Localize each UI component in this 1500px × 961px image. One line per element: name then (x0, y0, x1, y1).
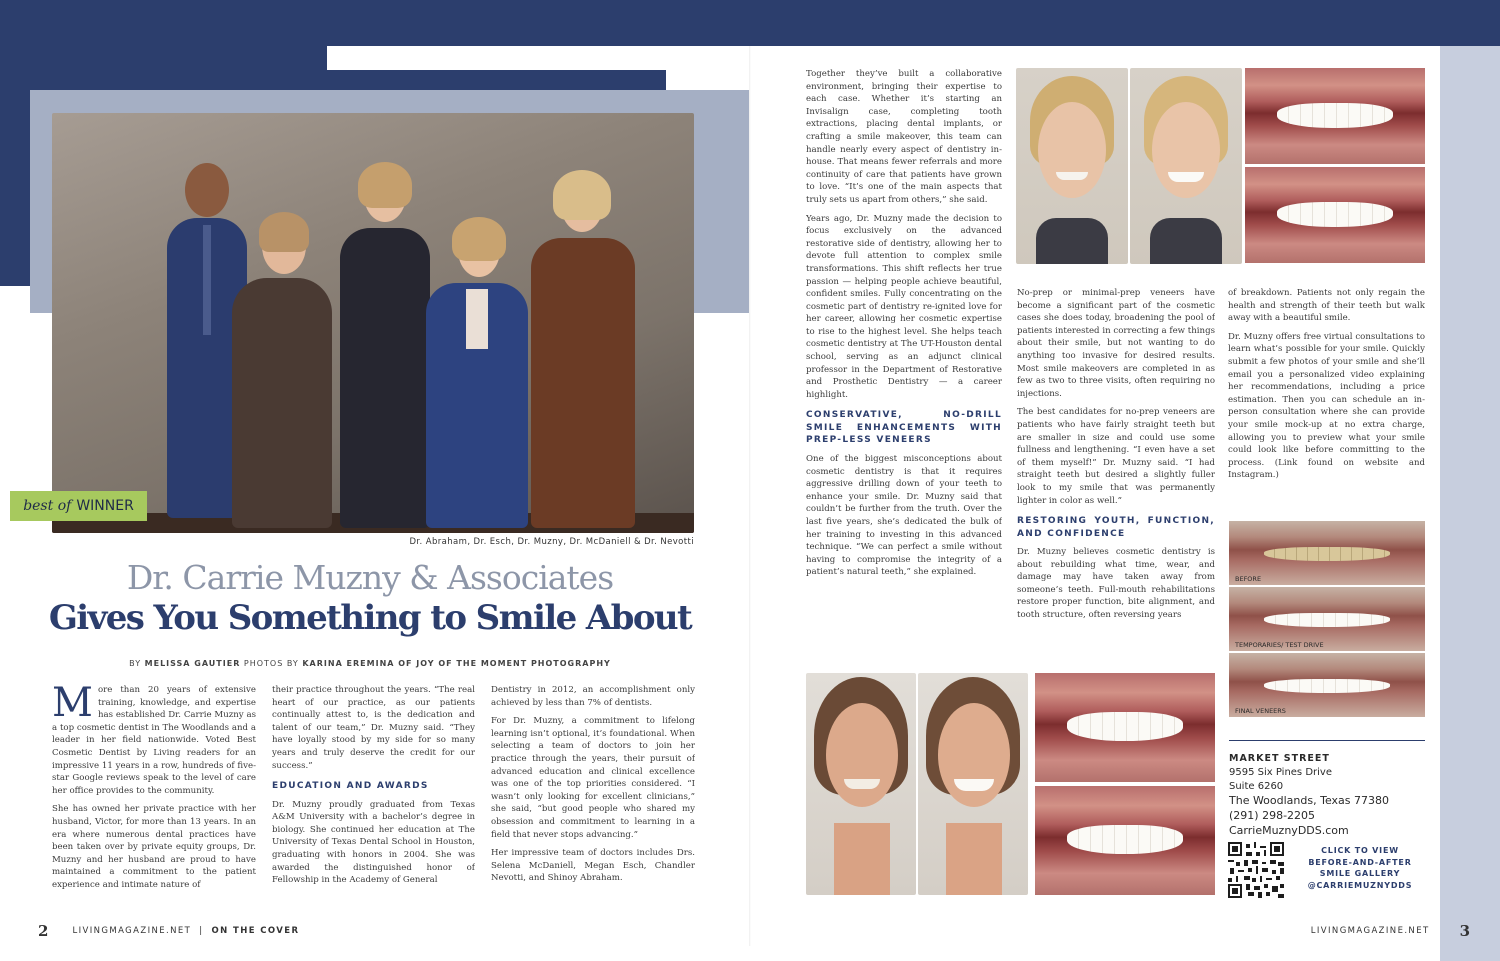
byline-photos-by: PHOTOS BY (243, 659, 299, 668)
right-column-3 (1228, 287, 1425, 512)
after-face-photo-2 (918, 673, 1028, 895)
right-edge-strip (1440, 46, 1500, 961)
after-smile-photo (1245, 167, 1425, 263)
label-temporaries: TEMPORARIES/ TEST DRIVE (1235, 641, 1324, 649)
qr-cta-line-3: SMILE GALLERY (1319, 869, 1401, 878)
qr-cta-line-1: CLICK TO VIEW (1321, 846, 1399, 855)
byline (40, 659, 700, 668)
final-veneers-photo (1229, 653, 1425, 717)
person-esch (227, 218, 337, 533)
contact-divider (1229, 740, 1425, 741)
person-nevotti (527, 178, 637, 533)
paragraph: For Dr. Muzny, a commitment to lifelong learning isn’t optional, it’s foundational. When selecting a team of doctors to join her practice through the years, their pursuit of advanced education and clinical excellence was one of the top priorities considered. “I wasn’t only looking for excellent clinicians,” she said, “but good people who shared my obsession and commitment to learning in a field that never stops advancing.” (491, 716, 695, 840)
paragraph: of breakdown. Patients not only regain the health and strength of their teeth but walk away with a beautiful smile. (1228, 288, 1425, 324)
intro-paragraph: More than 20 years of extensive training, knowledge, and expertise has established Dr. Carrie Muzny as a top cosmetic dentist in The Woodlands and a leader in her field nationwide. Voted Best Cosmetic Dentist by Living readers for an impressive 11 years in a row, hundreds of five-star Google reviews speak to the level of care her office provides to the community. (52, 684, 256, 796)
photo-caption: Dr. Abraham, Dr. Esch, Dr. Muzny, Dr. McDaniell & Dr. Nevotti (409, 537, 694, 547)
headline-line-1: Dr. Carrie Muzny & Associates (126, 558, 614, 597)
team-photo (52, 113, 694, 533)
footer-site-left: LIVINGMAGAZINE.NET (72, 926, 192, 936)
qr-cta-line-4: @CARRIEMUZNYDDS (1307, 880, 1413, 890)
contact-website[interactable]: CarrieMuznyDDS.com (1229, 824, 1349, 837)
footer-section: ON THE COVER (211, 926, 300, 936)
before-smile-photo (1245, 68, 1425, 164)
paragraph: Dentistry in 2012, an accomplishment only achieved by less than 7% of dentists. (491, 685, 695, 708)
qr-code[interactable] (1228, 842, 1284, 898)
right-column-2 (1017, 287, 1215, 665)
drop-cap: M (52, 684, 93, 726)
paragraph: No-prep or minimal-prep veneers have become a significant part of the cosmetic cases she does today, broadening the pool of patients interested in correcting a few things about their smile, but not wanting to do anything too invasive for desired results. Most smile makeovers are completed in as few as two to three visits, often requiring no injections. (1017, 288, 1215, 399)
section-heading-education: EDUCATION AND AWARDS (272, 781, 429, 792)
contact-phone[interactable]: (291) 298-2205 (1229, 809, 1316, 822)
page-number-right: 3 (1459, 922, 1470, 940)
footer-right (1300, 922, 1470, 940)
badge-label: WINNER (76, 498, 134, 514)
byline-author: MELISSA GAUTIER (144, 659, 241, 668)
contact-address-1: 9595 Six Pines Drive (1229, 767, 1332, 778)
before-smile-photo-2 (1035, 673, 1215, 782)
left-column-1 (52, 684, 256, 914)
person-mcdaniell (422, 223, 532, 533)
contact-address-2: Suite 6260 (1229, 780, 1284, 792)
label-final: FINAL VENEERS (1235, 707, 1286, 715)
footer-separator: | (199, 926, 204, 936)
footer-site-right: LIVINGMAGAZINE.NET (1310, 926, 1430, 936)
top-banner (0, 0, 1500, 46)
paragraph: their practice throughout the years. “The real heart of our practice, as our patients continually attest to, is the dedication and talent of our team,” Dr. Muzny said. “They have loyally stood by my side for so many years and truly deserve the credit for our success.” (272, 685, 475, 771)
temporaries-photo (1229, 587, 1425, 651)
paragraph: One of the biggest misconceptions about cosmetic dentistry is that it requires aggressive drilling down of your teeth to enhance your smile. Dr. Muzny said that couldn’t be further from the truth. Over the last five years, she’s dedicated the bulk of her training to investing in this advanced technique. “We can perfect a smile without having to compromise the integrity of a patient’s natural teeth,” she explained. (806, 453, 1002, 578)
after-smile-photo-2 (1035, 786, 1215, 895)
contact-block (1229, 752, 1429, 838)
page-number-left: 2 (38, 922, 49, 940)
paragraph: Dr. Muzny proudly graduated from Texas A&M University with a bachelor’s degree in biology. She continued her education at The University of Texas Dental School in Houston, graduating with honors in 2004. She was awarded the distinguished honor of Fellowship in the Academy of General (272, 799, 475, 886)
byline-photographer: KARINA EREMINA OF JOY OF THE MOMENT PHOTOGRAPHY (302, 659, 611, 668)
byline-by: BY (129, 659, 142, 668)
paragraph: Years ago, Dr. Muzny made the decision to focus exclusively on the advanced restorative side of dentistry, allowing her to devote full attention to complex smile transformations. This shift reflects her true passion — helping people achieve beautiful, confident smiles. Fully concentrating on the cosmetic part of dentistry re-ignited love for her career, allowing her cosmetic expertise to rise to the highest level. She helps teach cosmetic dentistry at The UT-Houston dental school, serving as an adjunct clinical professor in the Department of Restorative and Prosthetic Dentistry — a career highlight. (806, 213, 1002, 400)
badge-prefix: best of (23, 498, 72, 514)
paragraph: Her impressive team of doctors includes Drs. Selena McDaniell, Megan Esch, Chandler Nevotti, and Shinoy Abraham. (491, 848, 695, 884)
right-column-1 (806, 68, 1002, 663)
page-gutter (749, 46, 751, 946)
label-before: BEFORE (1235, 575, 1262, 583)
contact-city: The Woodlands, Texas 77380 (1229, 794, 1389, 807)
paragraph: Dr. Muzny offers free virtual consultations to learn what’s possible for your smile. Quickly submit a few photos of your smile and she’ll email you a personalized video explaining her recommendations, including a price estimation. Then you can schedule an in-person consultation where she can provide your smile mock-up at no extra charge, allowing you to preview what your smile could look like before committing to the process. (Link found on website and Instagram.) (1228, 331, 1425, 481)
footer-left (38, 922, 299, 940)
before-face-photo-2 (806, 673, 916, 895)
before-face-photo (1016, 68, 1128, 264)
section-heading-veneers: CONSERVATIVE, NO-DRILL SMILE ENHANCEMENTS WITH PREP-LESS VENEERS (806, 410, 1002, 446)
section-heading-restoring: RESTORING YOUTH, FUNCTION, AND CONFIDENCE (1017, 516, 1215, 539)
after-face-photo (1130, 68, 1242, 264)
left-column-2 (272, 684, 475, 914)
contact-location: MARKET STREET (1229, 753, 1330, 764)
before-veneers-photo (1229, 521, 1425, 585)
paragraph: Dr. Muzny believes cosmetic dentistry is about rebuilding what time, wear, and damage may have taken away from someone’s teeth. Full-mouth rehabilitations restore proper function, bite alignment, and tooth structure, often reversing years (1017, 547, 1215, 621)
qr-call-to-action[interactable] (1290, 845, 1430, 891)
paragraph: She has owned her private practice with her husband, Victor, for more than 13 years. In an era where numerous dental practices have been taken over by private equity groups, Dr. Muzny and her husband are proud to have maintained a commitment to the patient experience and intimate nature of (52, 804, 256, 890)
inner-banner (82, 70, 666, 92)
paragraph: Together they’ve built a collaborative environment, bringing their expertise to each case. Whether it’s starting an Invisalign case, completing tooth extractions, placing dental implants, or crafting a smile makeover, this team can handle nearly every aspect of dentistry in-house. That means fewer referrals and more continuity of care that patients have grown to love. “It’s one of the main aspects that truly sets us apart from others,” she said. (806, 69, 1002, 205)
best-of-winner-badge (10, 491, 147, 521)
qr-cta-line-2: BEFORE-AND-AFTER (1308, 857, 1412, 867)
left-column-3 (491, 684, 695, 914)
headline-line-2: Gives You Something to Smile About (48, 598, 692, 638)
paragraph: The best candidates for no-prep veneers are patients who have fairly straight teeth but are smaller in size and could use some fullness and lengthening. “I even have a set of them myself!” Dr. Muzny said. “I had straight teeth but desired a slightly fuller look to my smile that was permanently lighter in color as well.” (1017, 407, 1215, 506)
